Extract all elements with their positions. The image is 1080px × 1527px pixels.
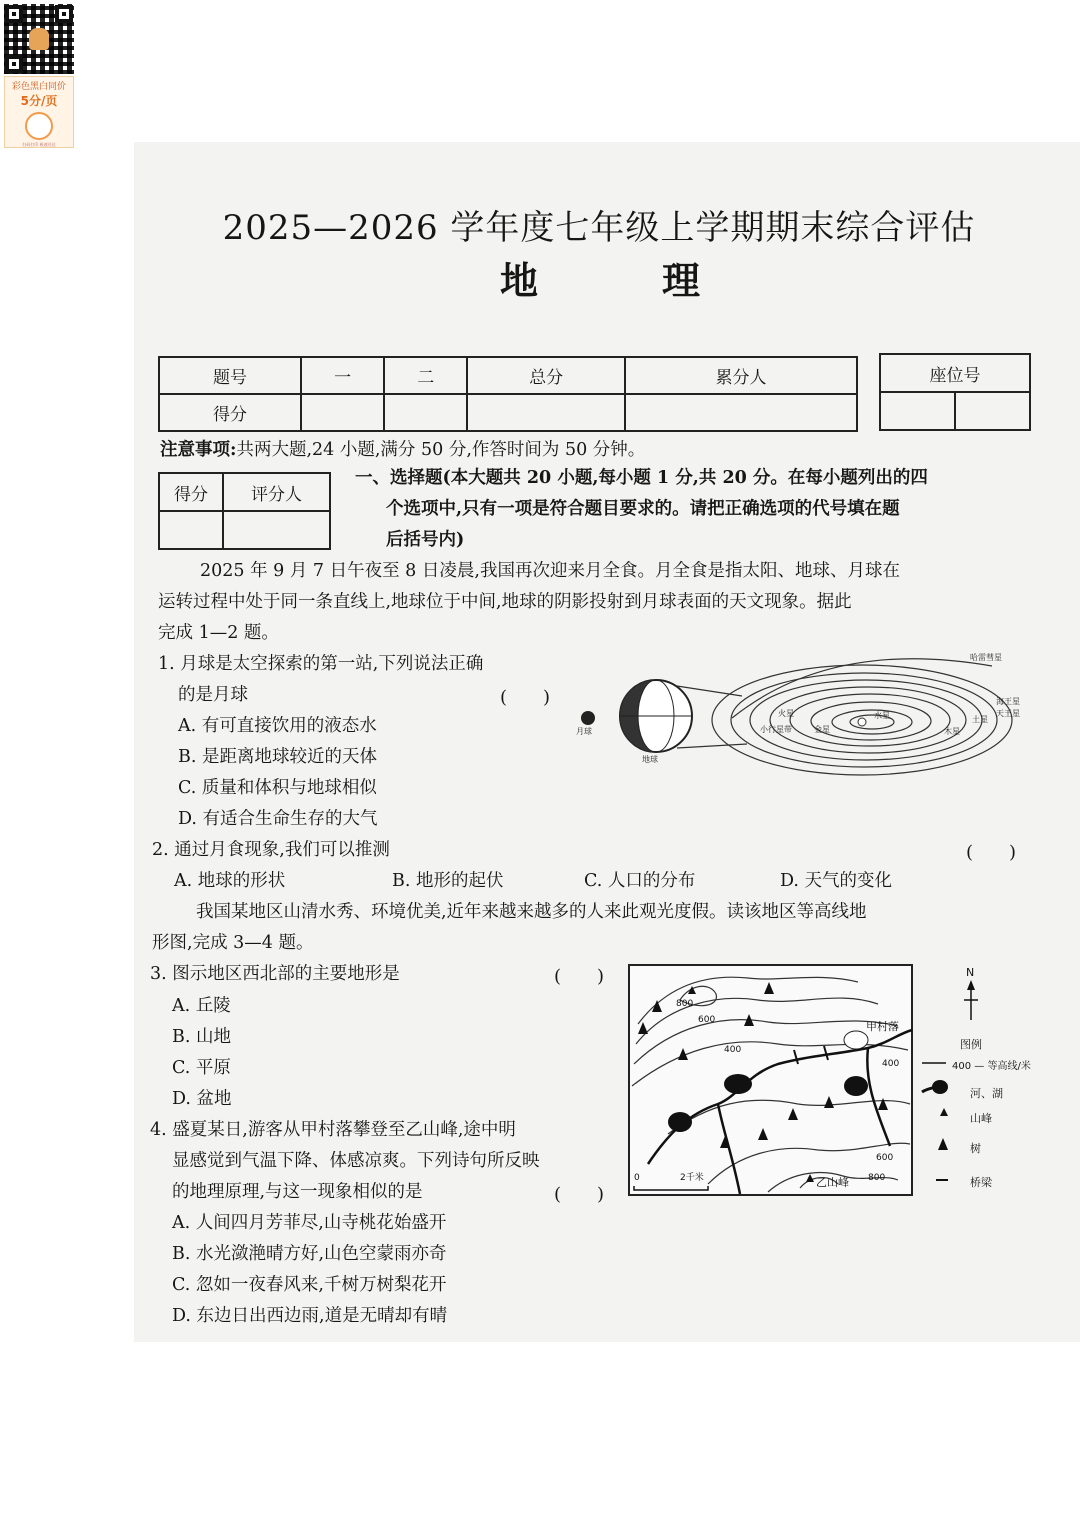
q3-option-a: A. 丘陵 [172, 996, 231, 1016]
legend-title: 图例 [960, 1038, 982, 1051]
q3-option-c: C. 平原 [172, 1058, 231, 1078]
legend-contour: 400 — 等高线/米 [952, 1061, 1031, 1072]
north-arrow [960, 966, 984, 1022]
section1-line1: 一、选择题(本大题共 20 小题,每小题 1 分,共 20 分。在每小题列出的四 [355, 468, 928, 488]
ad-line3: 扫码打印 极速送达 [22, 142, 56, 147]
q1-stem1: 1. 月球是太空探索的第一站,下列说法正确 [158, 654, 484, 674]
q2-stem: 2. 通过月食现象,我们可以推测 [152, 840, 390, 860]
seat-cell[interactable] [880, 392, 955, 430]
q2-option-c: C. 人口的分布 [584, 871, 696, 891]
qr-code[interactable] [4, 4, 74, 74]
contour-label: 600 [698, 1015, 716, 1025]
score-cell[interactable] [384, 394, 467, 431]
mascot-icon [29, 28, 49, 50]
score-row-label: 得分 [159, 394, 301, 431]
legend-tree: 树 [970, 1142, 981, 1155]
score-cell[interactable] [467, 394, 625, 431]
score-header-total: 总分 [467, 357, 625, 394]
north-label: N [966, 966, 975, 979]
q3-option-b: B. 山地 [172, 1027, 231, 1047]
section1-line2: 个选项中,只有一项是符合题目要求的。请把正确选项的代号填在题 [386, 499, 900, 519]
notice [160, 440, 645, 461]
subject-title [500, 250, 700, 305]
comet-orbit [732, 659, 992, 718]
scale-label: 2千米 [680, 1173, 704, 1183]
passage1-line2: 运转过程中处于同一条直线上,地球位于中间,地球的阴影投射到月球表面的天文现象。据此 [158, 592, 852, 612]
legend-peak: 山峰 [970, 1112, 992, 1125]
q3-answer-paren[interactable]: ( ) [554, 966, 605, 987]
lake-icon [724, 1074, 752, 1094]
score-cell[interactable] [301, 394, 384, 431]
planet-label: 火星 [778, 709, 794, 718]
passage2-line1: 我国某地区山清水秀、环境优美,近年来越来越多的人来此观光度假。读该地区等高线地 [196, 902, 867, 922]
sun-icon [858, 718, 866, 726]
lake-icon [668, 1112, 692, 1132]
contour-label: 800 [676, 999, 694, 1009]
passage2-line2: 形图,完成 3—4 题。 [152, 933, 314, 953]
grader-cell[interactable] [159, 511, 223, 549]
score-header-no: 题号 [159, 357, 301, 394]
ad-price: 5分/页 [20, 94, 58, 108]
grader-score-label: 得分 [159, 473, 223, 511]
score-header-1: 一 [301, 357, 384, 394]
comet-label: 哈雷彗星 [970, 653, 1002, 662]
print-ad-banner[interactable] [4, 76, 74, 148]
q2-answer-paren[interactable]: ( ) [966, 842, 1017, 863]
subject-char-1: 地 [500, 258, 539, 303]
contour-map [628, 964, 914, 1197]
seat-table [879, 353, 1031, 431]
moon-icon [581, 711, 595, 725]
planet-label: 水星 [874, 711, 890, 720]
grader-name-label: 评分人 [223, 473, 330, 511]
grader-table [158, 472, 331, 550]
q2-option-d: D. 天气的变化 [780, 871, 893, 891]
q1-option-a: A. 有可直接饮用的液态水 [178, 716, 377, 736]
q4-option-b: B. 水光潋滟晴方好,山色空蒙雨亦奇 [172, 1244, 447, 1264]
q4-option-d: D. 东边日出西边雨,道是无晴却有晴 [172, 1306, 448, 1326]
q1-option-d: D. 有适合生命生存的大气 [178, 809, 378, 829]
legend-river: 河、湖 [970, 1087, 1003, 1100]
q3-stem: 3. 图示地区西北部的主要地形是 [150, 964, 400, 984]
section1-line3: 后括号内) [386, 530, 465, 550]
notice-label: 注意事项: [160, 440, 237, 460]
village-label: 甲村落 [866, 1020, 899, 1033]
planet-label: 海王星 [996, 697, 1020, 706]
contour-label: 400 [882, 1059, 900, 1069]
q1-stem2: 的是月球 [178, 685, 248, 705]
orbit-ring [770, 687, 966, 753]
lake-icon [844, 1076, 868, 1096]
subject-char-2: 理 [661, 258, 700, 303]
pointer-line [677, 744, 747, 748]
planet-label: 天王星 [996, 709, 1020, 718]
solar-system-figure [572, 648, 1038, 776]
q4-option-a: A. 人间四月芳菲尽,山寺桃花始盛开 [172, 1213, 447, 1233]
seat-cell[interactable] [955, 392, 1030, 430]
q4-answer-paren[interactable]: ( ) [554, 1184, 605, 1205]
moon-label: 月球 [576, 727, 592, 736]
planet-label: 小行星带 [760, 725, 792, 734]
grader-cell[interactable] [223, 511, 330, 549]
planet-label: 金星 [814, 725, 830, 734]
exam-title: 2025—2026 学年度七年级上学期期末综合评估 [222, 208, 976, 248]
scale-zero: 0 [634, 1173, 640, 1183]
score-header-2: 二 [384, 357, 467, 394]
legend-symbols [920, 1052, 948, 1192]
q3-option-d: D. 盆地 [172, 1089, 232, 1109]
passage1-line3: 完成 1—2 题。 [158, 623, 279, 643]
earth-label: 地球 [642, 755, 658, 764]
q2-option-b: B. 地形的起伏 [392, 871, 504, 891]
score-table [158, 356, 858, 432]
contour-label: 400 [724, 1045, 742, 1055]
legend-bridge: 桥梁 [970, 1176, 992, 1189]
q4-option-c: C. 忽如一夜春风来,千树万树梨花开 [172, 1275, 447, 1295]
passage1-line1: 2025 年 9 月 7 日午夜至 8 日凌晨,我国再次迎来月全食。月全食是指太阳、地球、月球在 [200, 561, 900, 581]
contour-label: 600 [876, 1153, 894, 1163]
peak-label: 乙山峰 [816, 1176, 849, 1189]
q4-stem1: 4. 盛夏某日,游客从甲村落攀登至乙山峰,途中明 [150, 1120, 516, 1140]
ad-badge-icon [25, 112, 53, 140]
q4-stem3: 的地理原理,与这一现象相似的是 [172, 1182, 423, 1202]
contour-label: 800 [868, 1173, 886, 1183]
ad-line1: 彩色黑白同价 [11, 82, 66, 92]
planet-label: 木星 [944, 727, 960, 736]
village-icon [844, 1031, 868, 1049]
pointer-line [677, 686, 742, 696]
q1-option-b: B. 是距离地球较近的天体 [178, 747, 377, 767]
score-cell[interactable] [625, 394, 857, 431]
seat-label: 座位号 [880, 354, 1030, 392]
q1-option-c: C. 质量和体积与地球相似 [178, 778, 377, 798]
orbit-ring [832, 710, 912, 734]
q2-option-a: A. 地球的形状 [174, 871, 286, 891]
notice-text: 共两大题,24 小题,满分 50 分,作答时间为 50 分钟。 [236, 440, 646, 460]
q1-answer-paren[interactable]: ( ) [500, 687, 551, 708]
planet-label: 土星 [972, 715, 988, 724]
score-header-grader: 累分人 [625, 357, 857, 394]
q4-stem2: 显感觉到气温下降、体感凉爽。下列诗句所反映 [172, 1151, 540, 1171]
